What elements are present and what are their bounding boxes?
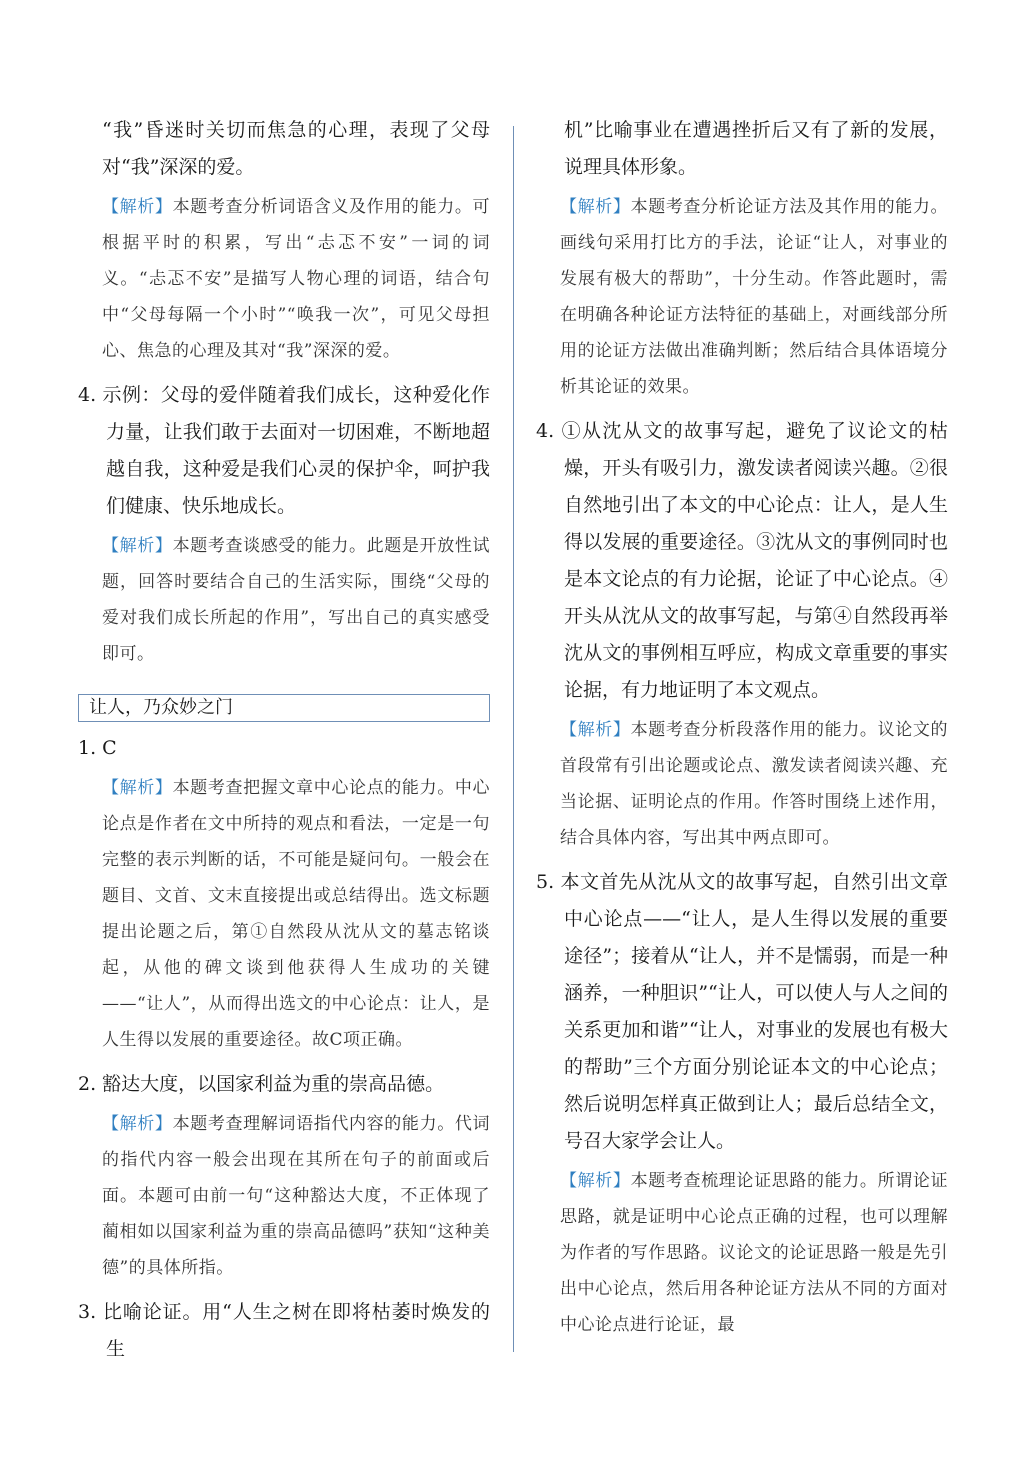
analysis-tag: 【解析】	[560, 1171, 631, 1191]
answer-s3-continuation: 机”比喻事业在遭遇挫折后又有了新的发展，说理具体形象。	[564, 119, 948, 178]
analysis-s3	[536, 189, 948, 405]
analysis-text: 本题考查谈感受的能力。此题是开放性试题，回答时要结合自己的生活实际，围绕“父母的爱对我们成长所起的作用”，写出自己的真实感受即可。	[102, 536, 491, 664]
analysis-text: 本题考查梳理论证思路的能力。所谓论证思路，就是证明中心论点正确的过程，也可以理解为作者的写作思路。议论文的论证思路一般是先引出中心论点，然后用各种论证方法从不同的方面对中心论点进行论证，最	[560, 1171, 949, 1335]
section-title: 让人，乃众妙之门	[78, 694, 490, 722]
column-divider	[513, 126, 514, 1352]
analysis-s5	[536, 1163, 948, 1343]
answer-4: 4. 示例：父母的爱伴随着我们成长，这种爱化作力量，让我们敢于去面对一切困难，不断地超越自我，这种爱是我们心灵的保护伞，呵护我们健康、快乐地成长。	[78, 384, 490, 517]
right-column	[536, 112, 948, 1351]
analysis-s2	[78, 1106, 490, 1286]
answer-s5: 5. 本文首先从沈从文的故事写起，自然引出文章中心论点——“让人，是人生得以发展的重要途径”；接着从“让人，并不是懦弱，而是一种涵养，一种胆识”“让人，可以使人与人之间的关系更加和谐”“让人，对事业的发展也有极大的帮助”三个方面分别论证本文的中心论点；然后说明怎样真正做到让人；最后总结全文，号召大家学会让人。	[536, 871, 948, 1152]
left-column	[78, 112, 490, 1368]
analysis-tag: 【解析】	[560, 197, 631, 217]
analysis-s1	[78, 770, 490, 1058]
analysis-text: 本题考查理解词语指代内容的能力。代词的指代内容一般会出现在其所在句子的前面或后面。本题可由前一句“这种豁达大度，不正体现了蔺相如以国家利益为重的崇高品德吗”获知“这种美德”的具体所指。	[102, 1114, 491, 1278]
analysis-4	[78, 528, 490, 672]
analysis-tag: 【解析】	[102, 778, 173, 798]
analysis-text: 本题考查分析论证方法及其作用的能力。画线句采用打比方的手法，论证“让人，对事业的发展有极大的帮助”，十分生动。作答此题时，需在明确各种论证方法特征的基础上，对画线部分所用的论证方法做出准确判断；然后结合具体语境分析其论证的效果。	[560, 197, 949, 397]
answer-s1: 1. C	[78, 737, 117, 759]
analysis-3	[78, 189, 490, 369]
answer-s3: 3. 比喻论证。用“人生之树在即将枯萎时焕发的生	[78, 1301, 490, 1360]
analysis-text: 本题考查把握文章中心论点的能力。中心论点是作者在文中所持的观点和看法，一定是一句完整的表示判断的话，不可能是疑问句。一般会在题目、文首、文末直接提出或总结得出。选文标题提出论题之后，第①自然段从沈从文的墓志铭谈起，从他的碑文谈到他获得人生成功的关键——“让人”，从而得出选文的中心论点：让人，是人生得以发展的重要途径。故C项正确。	[102, 778, 491, 1050]
analysis-text: 本题考查分析词语含义及作用的能力。可根据平时的积累，写出“忐忑不安”一词的词义。“忐忑不安”是描写人物心理的词语，结合句中“父母每隔一个小时”“唤我一次”，可见父母担心、焦急的心理及其对“我”深深的爱。	[102, 197, 491, 361]
analysis-tag: 【解析】	[560, 720, 631, 740]
analysis-tag: 【解析】	[102, 536, 173, 556]
answer-s2: 2. 豁达大度，以国家利益为重的崇高品德。	[78, 1073, 445, 1095]
answer-continuation: “我”昏迷时关切而焦急的心理，表现了父母对“我”深深的爱。	[102, 119, 490, 178]
analysis-text: 本题考查分析段落作用的能力。议论文的首段常有引出论题或论点、激发读者阅读兴趣、充当论据、证明论点的作用。作答时围绕上述作用，结合具体内容，写出其中两点即可。	[560, 720, 949, 848]
analysis-s4	[536, 712, 948, 856]
analysis-tag: 【解析】	[102, 1114, 173, 1134]
analysis-tag: 【解析】	[102, 197, 173, 217]
answer-s4: 4. ①从沈从文的故事写起，避免了议论文的枯燥，开头有吸引力，激发读者阅读兴趣。②很自然地引出了本文的中心论点：让人，是人生得以发展的重要途径。③沈从文的事例同时也是本文论点的有力论据，论证了中心论点。④开头从沈从文的故事写起，与第④自然段再举沈从文的事例相互呼应，构成文章重要的事实论据，有力地证明了本文观点。	[536, 420, 948, 701]
